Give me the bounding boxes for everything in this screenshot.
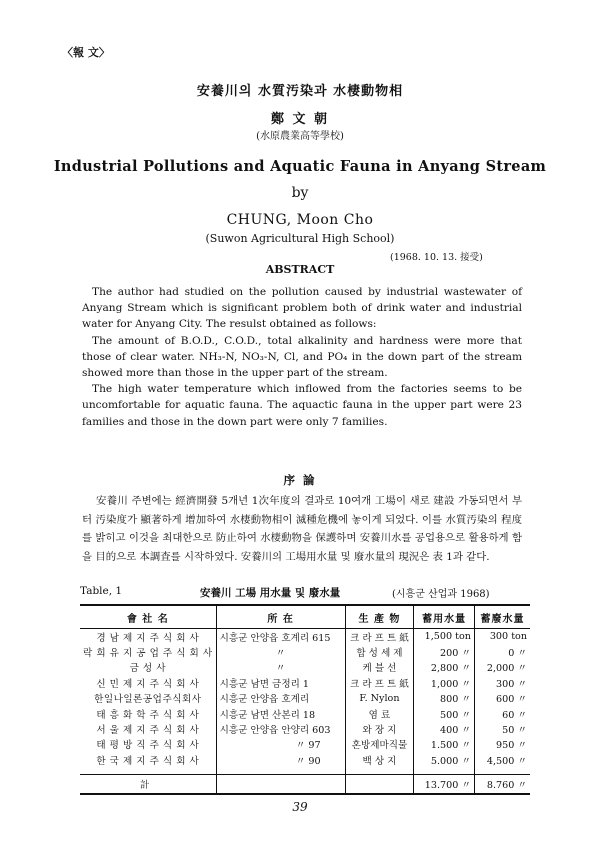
product-cell: F. Nylon <box>345 691 414 706</box>
wastewater-cell: 950 〃 <box>474 737 530 752</box>
total-wastewater-cell: 8.760 〃 <box>474 774 530 794</box>
table-source: (시흥군 산업과 1968) <box>392 589 490 600</box>
product-cell: 케 블 선 <box>345 660 414 675</box>
column-header-water-use: 蓄用水量 <box>414 605 475 629</box>
product-cell: 크 라 프 트 紙 <box>345 629 414 645</box>
wastewater-cell: 300 〃 <box>474 675 530 690</box>
location-cell: 〃 97 <box>216 737 345 752</box>
location-cell: 시흥군 안양읍 안양리 603 <box>216 721 345 736</box>
location-cell: 〃 <box>216 644 345 659</box>
water-use-cell: 500 〃 <box>414 706 475 721</box>
location-cell: 시흥군 안양읍 호계리 <box>216 691 345 706</box>
article-type-tag: 〈報 文〉 <box>62 46 110 59</box>
company-cell: 한 국 제 지 주 식 회 사 <box>96 755 200 767</box>
korean-affiliation: (水原農業高等學校) <box>256 131 344 142</box>
water-use-cell: 5.000 〃 <box>414 752 475 774</box>
product-cell: 합 성 세 제 <box>345 644 414 659</box>
water-use-cell: 1,000 〃 <box>414 675 475 690</box>
location-cell: 〃 <box>216 660 345 675</box>
water-use-cell: 800 〃 <box>414 691 475 706</box>
introduction-heading: 序 論 <box>283 473 317 487</box>
company-cell: 한일나일론공업주식회사 <box>94 694 202 706</box>
korean-author: 鄭 文 朝 <box>270 112 330 127</box>
company-cell: 태 흥 화 학 주 식 회 사 <box>96 709 200 721</box>
table-row <box>80 706 530 721</box>
table-row <box>80 675 530 690</box>
water-use-cell: 400 〃 <box>414 721 475 736</box>
abstract-paragraph: The high water temperature which inflowed from the factories seems to be uncomfortable for aquatic fauna. The aquactic fauna in the upper part were 23 families and those in the down part were only 7 families. <box>82 383 522 428</box>
wastewater-cell: 600 〃 <box>474 691 530 706</box>
column-header-location: 所 在 <box>216 605 345 629</box>
introduction-paragraph: 安養川 주변에는 經濟開發 5개년 1次年度의 결과로 10여개 工場이 새로 建設 가동되면서 부터 汚染度가 顯著하게 增加하여 水棲動物相이 滅種危機에 놓이게 되었다. 이를 水質汚染의 程度를 밝히고 이것을 최대한으로 防止하여 水棲動物을 保護하며 安養川水를 공업용으로 활용하게 함을 目的으로 本調査를 시작하였다. 安養川의 工場用水量 및 廢水量의 現況은 表 1과 같다. <box>82 495 522 563</box>
column-header-wastewater: 蓄廢水量 <box>474 605 530 629</box>
location-cell: 시흥군 남면 산본리 18 <box>216 706 345 721</box>
company-cell: 태 평 방 직 주 식 회 사 <box>96 740 200 752</box>
location-cell: 시흥군 안양읍 호계리 615 <box>216 629 345 645</box>
introduction-body <box>82 492 522 566</box>
abstract-body <box>82 284 522 430</box>
wastewater-cell: 60 〃 <box>474 706 530 721</box>
total-product-cell <box>345 774 414 794</box>
abstract-heading: ABSTRACT <box>265 263 335 276</box>
company-cell: 금 성 사 <box>129 663 167 675</box>
table-caption: 安養川 工場 用水量 및 廢水量 <box>200 587 341 599</box>
company-cell: 신 민 제 지 주 식 회 사 <box>96 678 200 690</box>
english-affiliation: (Suwon Agricultural High School) <box>205 232 395 245</box>
wastewater-cell: 50 〃 <box>474 721 530 736</box>
table-row <box>80 629 530 645</box>
product-cell: 크 라 프 트 紙 <box>345 675 414 690</box>
water-use-cell: 2,800 〃 <box>414 660 475 675</box>
by-line: by <box>291 185 309 201</box>
wastewater-cell: 4,500 〃 <box>474 752 530 774</box>
received-date: (1968. 10. 13. 接受) <box>390 252 483 263</box>
location-cell: 〃 90 <box>216 752 345 774</box>
abstract-paragraph: The author had studied on the pollution caused by industrial wastewater of Anyang Stream which is significant problem both of drink water and industrial water for Anyang City. The resulst obtained as follows: <box>82 286 522 331</box>
wastewater-cell: 300 ton <box>474 629 530 645</box>
table-row <box>80 737 530 752</box>
water-use-cell: 1.500 〃 <box>414 737 475 752</box>
column-header-company: 會 社 名 <box>80 605 216 629</box>
company-cell: 경 남 제 지 주 식 회 사 <box>96 632 200 644</box>
english-author: CHUNG, Moon Cho <box>226 212 374 228</box>
table-row <box>80 752 530 774</box>
page-number: 39 <box>292 800 308 814</box>
product-cell: 와 장 지 <box>345 721 414 736</box>
english-title: Industrial Pollutions and Aquatic Fauna in Anyang Stream <box>53 158 547 175</box>
product-cell: 혼방제마직물 <box>345 737 414 752</box>
table-row <box>80 644 530 659</box>
table-row <box>80 660 530 675</box>
table-row <box>80 691 530 706</box>
total-label-cell: 計 <box>80 774 216 794</box>
wastewater-cell: 0 〃 <box>474 644 530 659</box>
abstract-paragraph: The amount of B.O.D., C.O.D., total alkalinity and hardness were more that those of clear water. NH₃-N, NO₃-N, Cl, and PO₄ in the down part of the stream showed more than those in the upper part of the stream. <box>82 334 522 380</box>
company-cell: 락 희 유 지 공 업 주 식 회 사 <box>83 648 213 660</box>
table-total-row <box>80 774 530 794</box>
company-cell: 서 울 제 지 주 식 회 사 <box>96 725 200 737</box>
location-cell: 시흥군 남면 금정리 1 <box>216 675 345 690</box>
water-usage-table <box>80 604 530 795</box>
product-cell: 염 료 <box>345 706 414 721</box>
table-row <box>80 721 530 736</box>
water-use-cell: 1,500 ton <box>414 629 475 645</box>
total-location-cell <box>216 774 345 794</box>
water-use-cell: 200 〃 <box>414 644 475 659</box>
column-header-product: 生 產 物 <box>345 605 414 629</box>
wastewater-cell: 2,000 〃 <box>474 660 530 675</box>
table-header-row <box>80 605 530 629</box>
table-label: Table, 1 <box>80 585 123 597</box>
total-water-use-cell: 13.700 〃 <box>414 774 475 794</box>
product-cell: 백 상 지 <box>345 752 414 774</box>
korean-title: 安養川의 水質汚染과 水棲動物相 <box>196 84 404 99</box>
